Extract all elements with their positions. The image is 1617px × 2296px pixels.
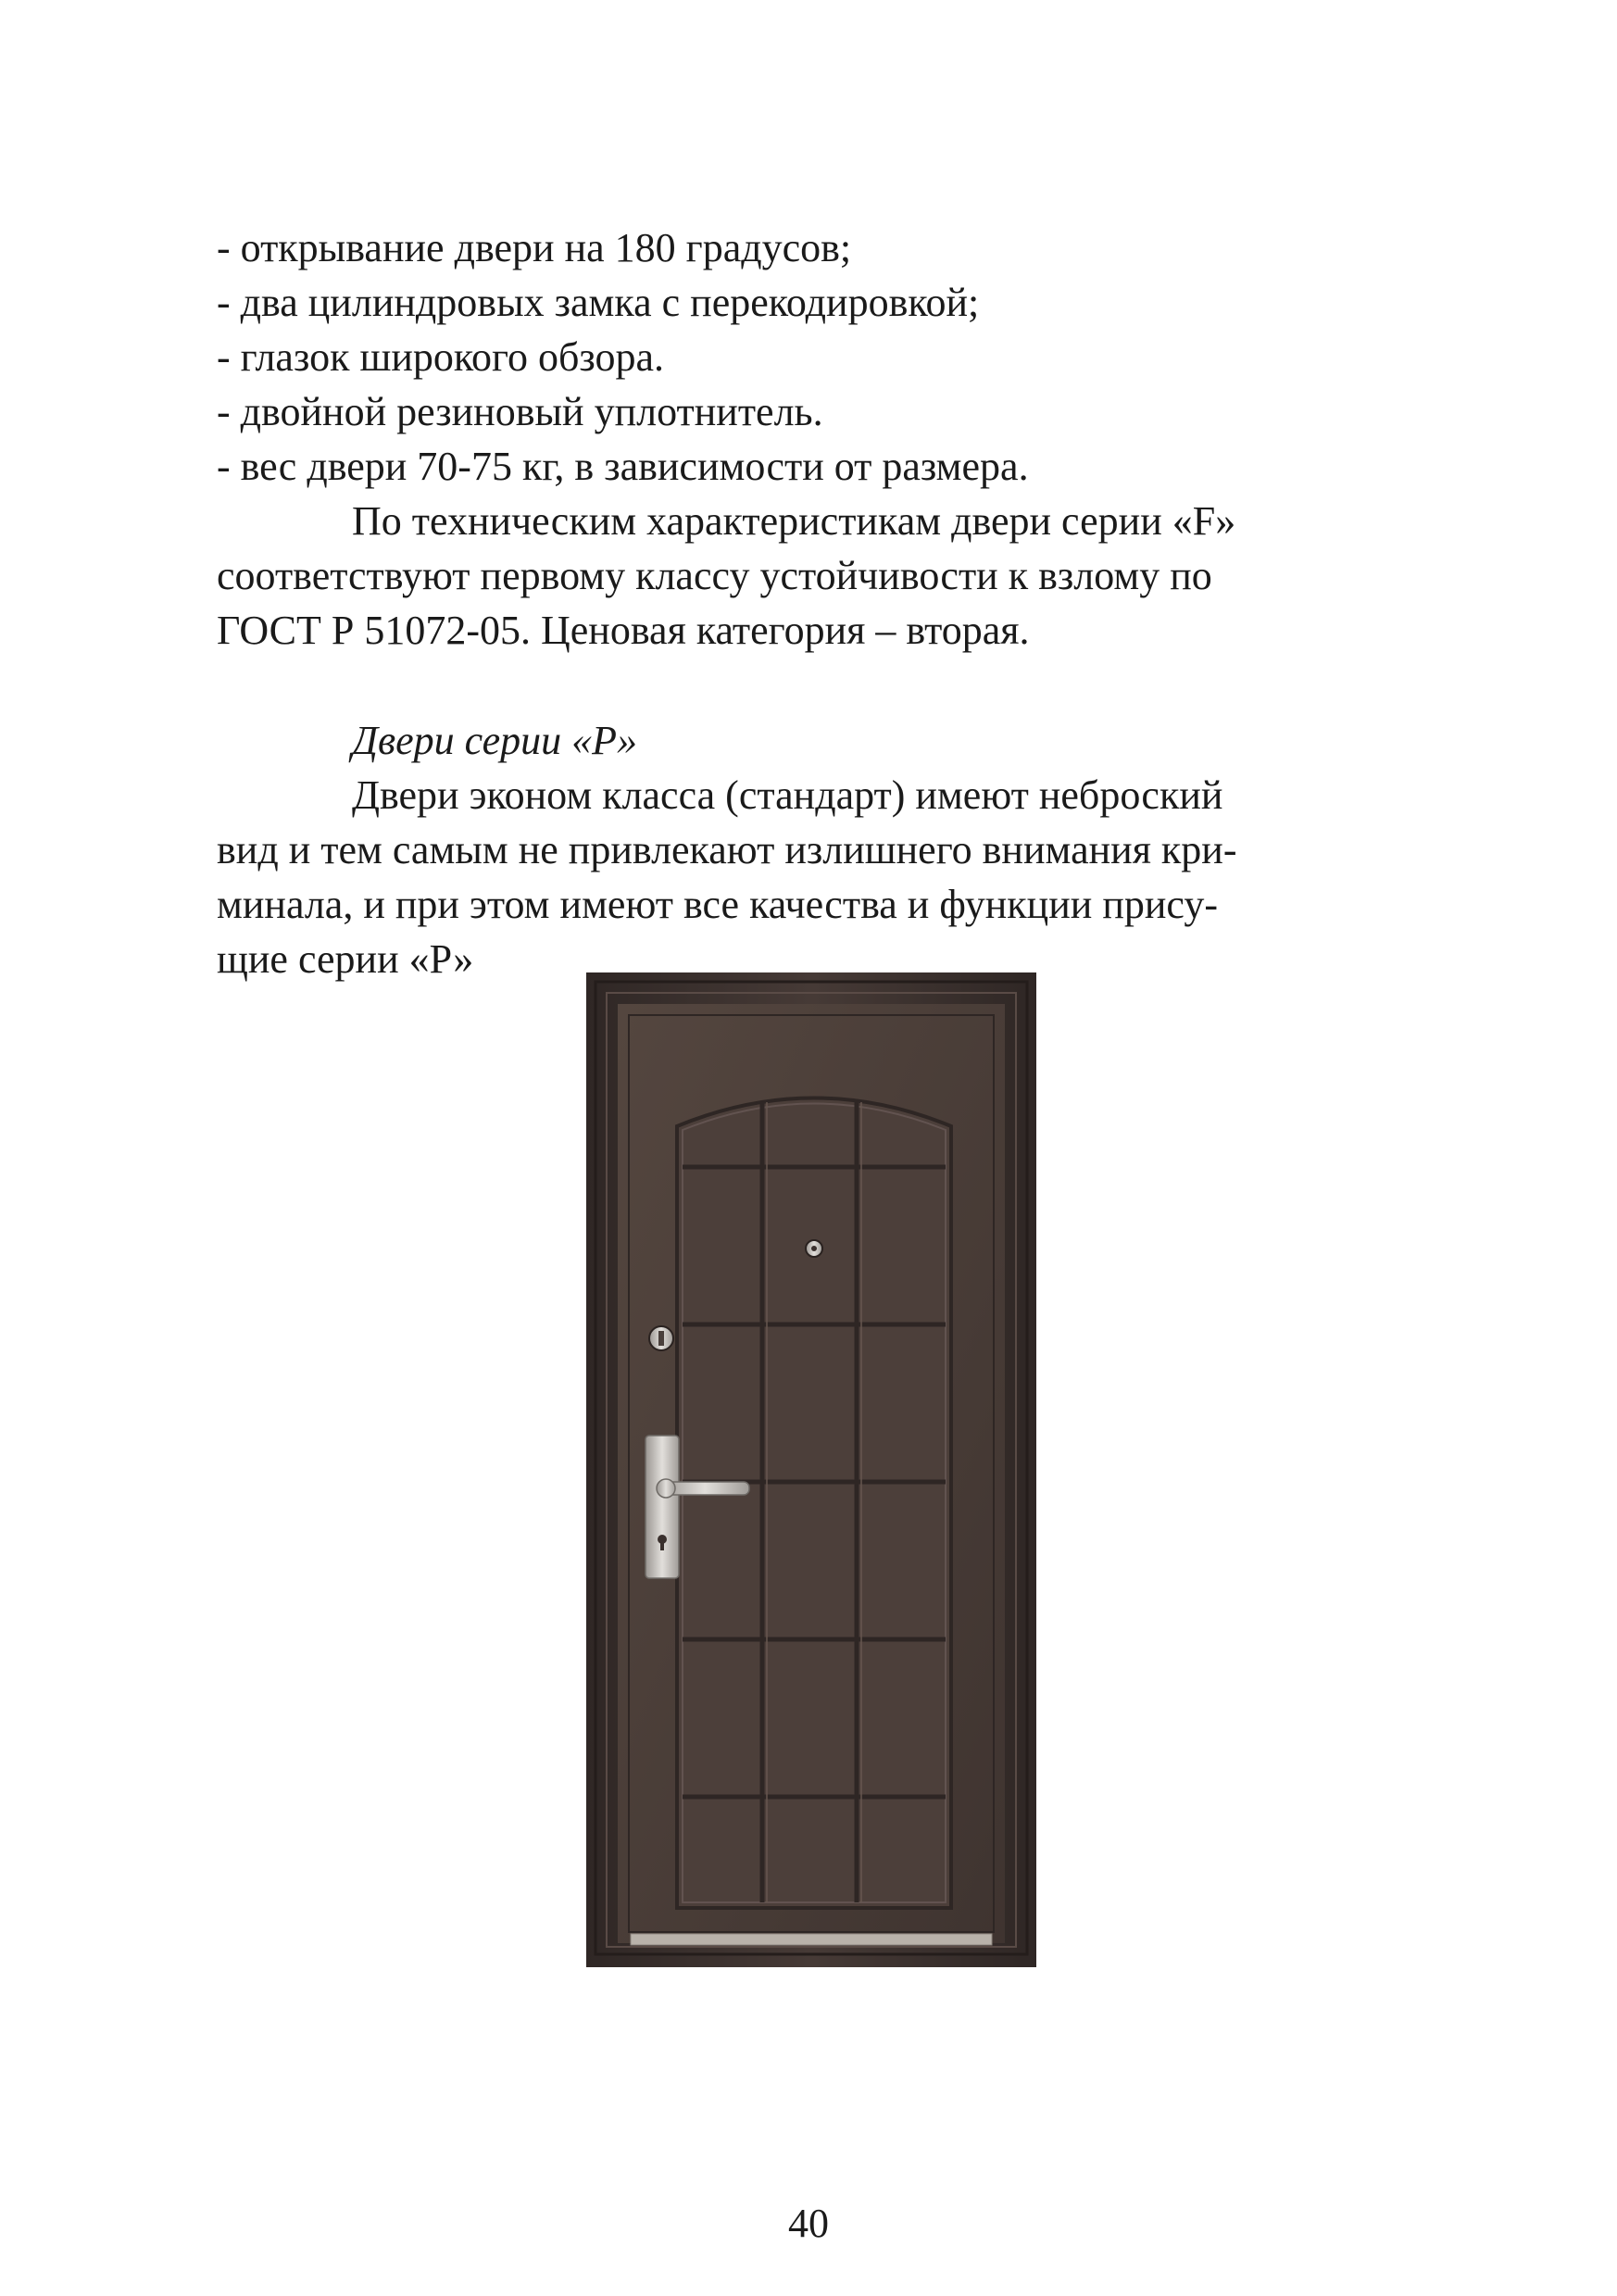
door-illustration [586,972,1036,1967]
paragraph-line: минала, и при этом имеют все качества и функции прису- [217,882,1219,927]
list-item: - вес двери 70-75 кг, в зависимости от размера. [217,444,1029,489]
paragraph-line: ГОСТ Р 51072-05. Ценовая категория – вторая. [217,608,1030,653]
paragraph-line: По техническим характеристикам двери серии «F» [352,498,1236,544]
handle-plate [646,1436,679,1578]
list-item: - открывание двери на 180 градусов; [217,225,852,270]
body-text [217,220,1421,986]
paragraph-line: Двери эконом класса (стандарт) имеют неброский [352,772,1223,818]
spacer [217,658,1421,713]
door-image [586,972,1036,1967]
paragraph-line: соответствуют первому классу устойчивости к взлому по [217,553,1212,598]
list-item: - глазок широкого обзора. [217,334,665,380]
list-item: - двойной резиновый уплотнитель. [217,389,823,434]
paragraph-line: вид и тем самым не привлекают излишнего внимания кри- [217,827,1237,872]
section-heading: Двери серии «Р» [352,718,637,763]
page-number: 40 [788,2201,829,2246]
door-threshold [631,1934,992,1945]
paragraph-line: щие серии «Р» [217,936,474,982]
door-panel-arch [677,1098,951,1909]
list-item: - два цилиндровых замка с перекодировкой; [217,280,980,325]
